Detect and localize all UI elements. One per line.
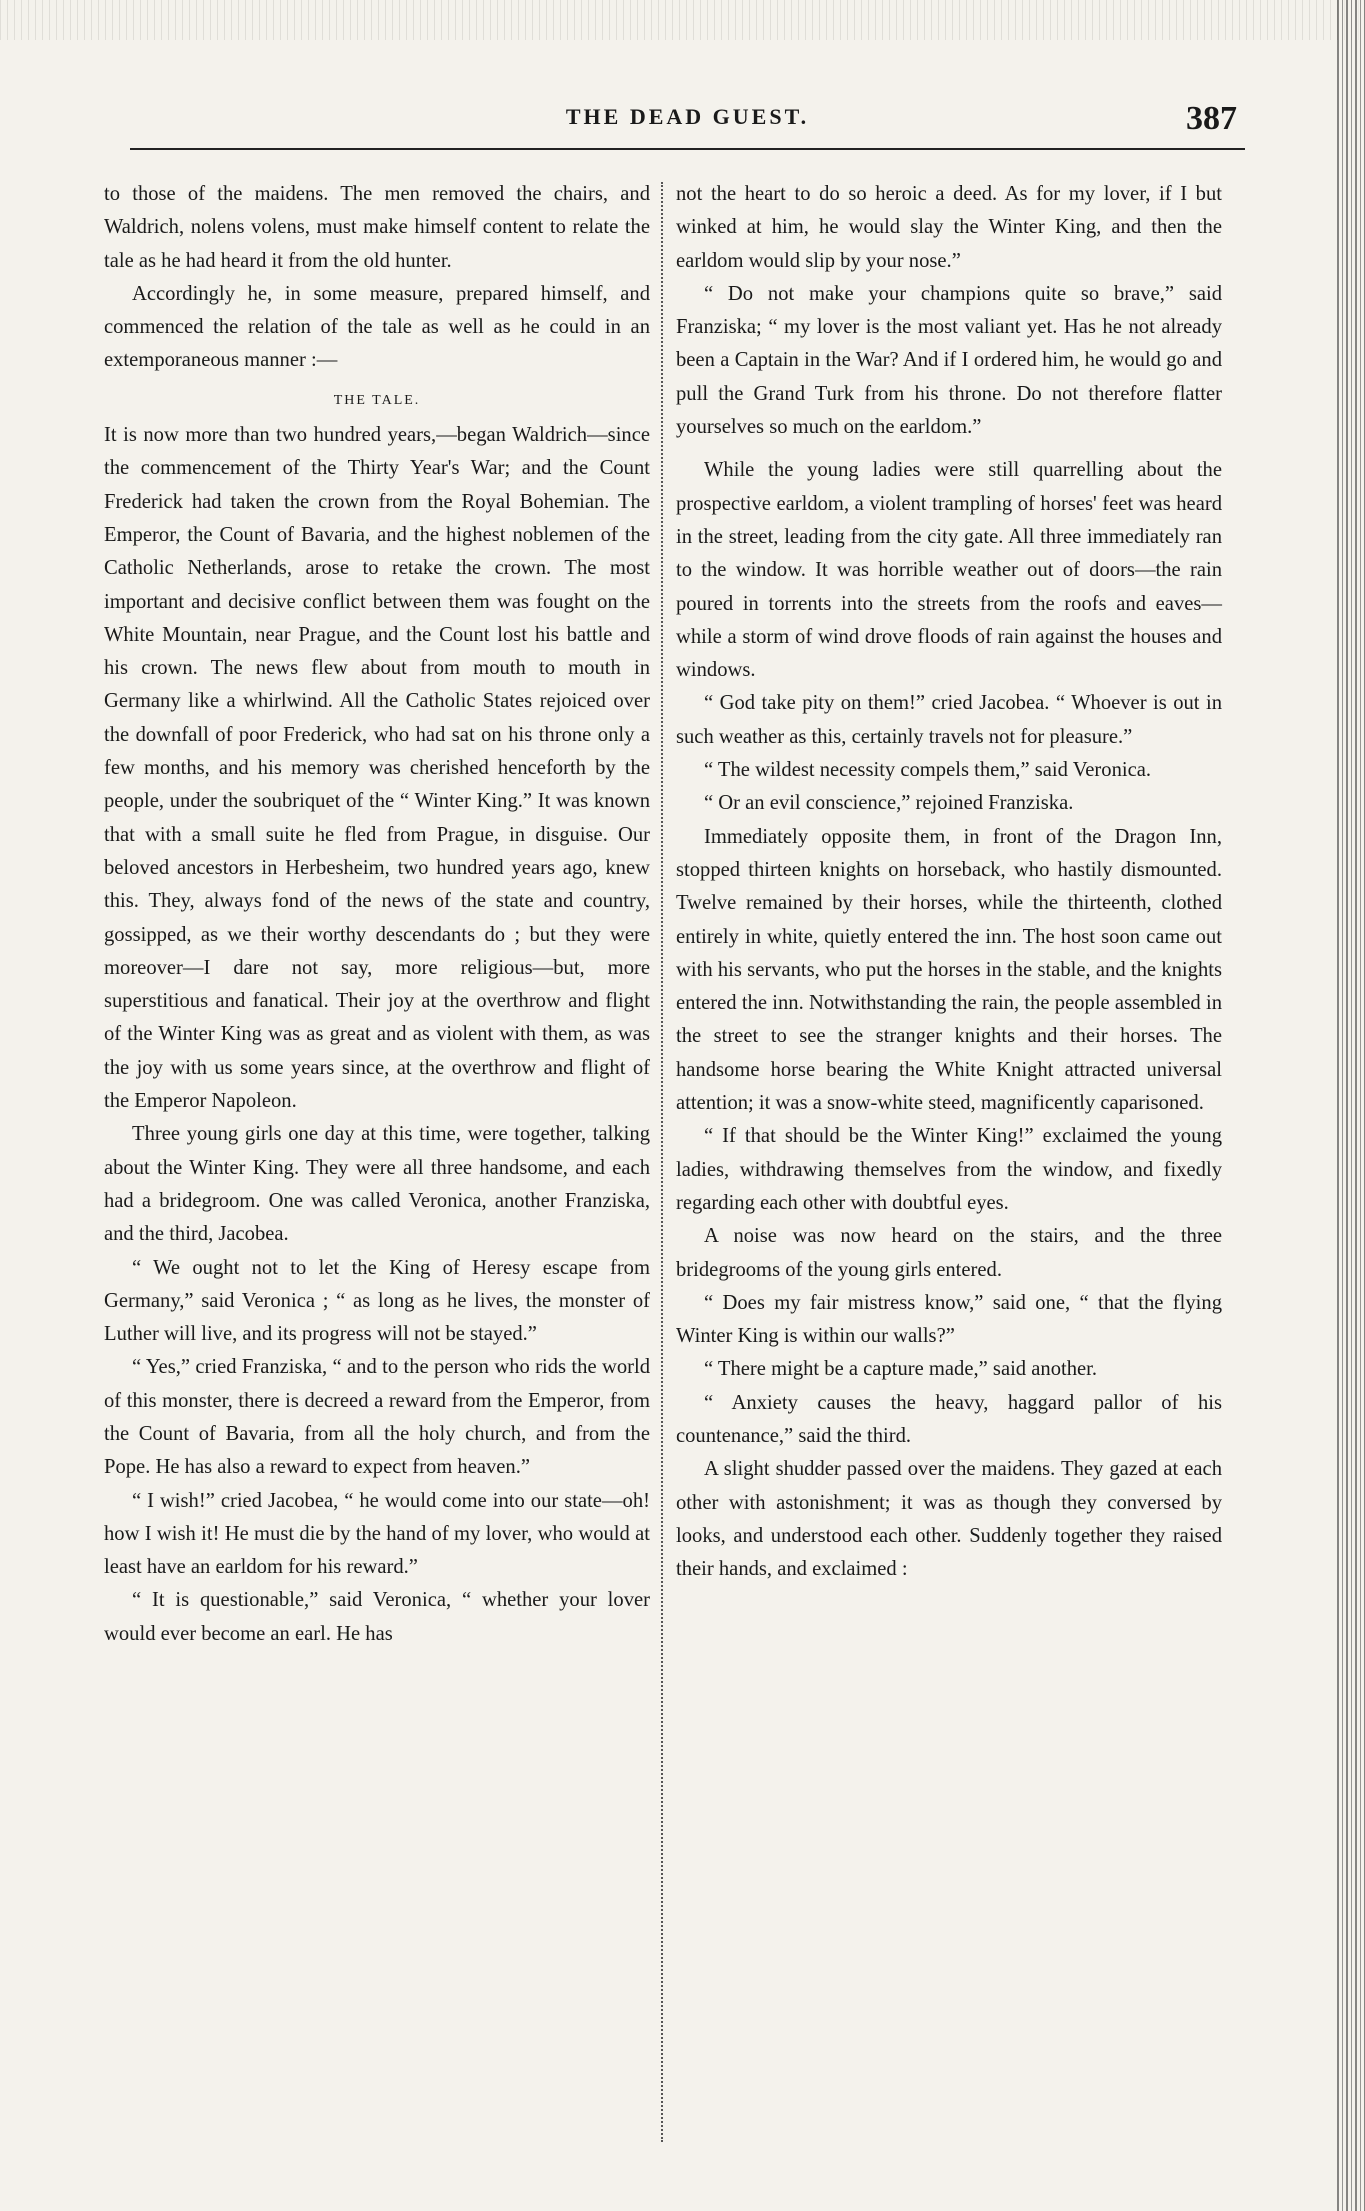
- paragraph: “ There might be a capture made,” said another.: [704, 1358, 1098, 1381]
- paragraph: “ I wish!” cried Jacobea, “ he would come into our state—oh! how I wish it! He must die by the hand of my lover, who would at least have an earldom for his reward.”: [104, 1489, 650, 1579]
- paragraph: “ Anxiety causes the heavy, haggard pallor of his countenance,” said the third.: [676, 1391, 1222, 1447]
- paragraph: “ Or an evil conscience,” rejoined Franziska.: [704, 792, 1074, 815]
- header-rule: [130, 148, 1245, 150]
- left-column: [104, 178, 650, 1651]
- paragraph: Immediately opposite them, in front of the Dragon Inn, stopped thirteen knights on horseback, who hastily dismounted. Twelve remained by their horses, while the thirteenth, clothed entirely in white, quietly entered the inn. The host soon came out with his servants, who put the horses in the stable, and the knights entered the inn. Notwithstanding the rain, the people assembled in the street to see the stranger knights and their horses. The handsome horse bearing the White Knight attracted universal attention; it was a snow-white steed, magnificently caparisoned.: [676, 825, 1222, 1115]
- paragraph: “ God take pity on them!” cried Jacobea. “ Whoever is out in such weather as this, certainly travels not for pleasure.”: [676, 692, 1222, 748]
- paragraph: “ Yes,” cried Franziska, “ and to the person who rids the world of this monster, there is decreed a reward from the Emperor, from the Count of Bavaria, from all the holy church, and from the Pope. He has also a reward to expect from heaven.”: [104, 1356, 650, 1479]
- page-number: 387: [1186, 100, 1237, 137]
- paragraph: not the heart to do so heroic a deed. As for my lover, if I but winked at him, he would slay the Winter King, and then the earldom would slip by your nose.”: [676, 183, 1222, 272]
- paragraph: “ Does my fair mistress know,” said one, “ that the flying Winter King is within our walls?”: [676, 1291, 1222, 1348]
- page-edge-top: [0, 0, 1365, 40]
- paragraph: Three young girls one day at this time, were together, talking about the Winter King. They were all three handsome, and each had a bridegroom. One was called Veronica, another Franziska, and the third, Jacobea.: [104, 1123, 650, 1246]
- paragraph: “ Do not make your champions quite so brave,” said Franziska; “ my lover is the most valiant yet. Has he not already been a Captain in the War? And if I ordered him, he would go and pull the Grand Turk from his throne. Do not therefore flatter yourselves so much on the earldom.”: [676, 282, 1222, 439]
- paragraph: to those of the maidens. The men removed the chairs, and Waldrich, nolens volens, must make himself content to relate the tale as he had heard it from the old hunter.: [104, 183, 650, 272]
- page-header: [130, 100, 1245, 144]
- column-divider: [661, 182, 663, 2142]
- section-heading: THE TALE.: [333, 392, 421, 408]
- paragraph: It is now more than two hundred years,—began Waldrich—since the commencement of the Thirty Year's War; and the Count Frederick had taken the crown from the Royal Bohemian. The Emperor, the Count of Bavaria, and the highest noblemen of the Catholic Netherlands, arose to retake the crown. The most important and decisive conflict between them was fought on the White Mountain, near Prague, and the Count lost his battle and his crown. The news flew about from mouth to mouth in Germany like a whirlwind. All the Catholic States rejoiced over the downfall of poor Frederick, who had sat on his throne only a few months, and his memory was cherished henceforth by the people, under the soubriquet of the “ Winter King.” It was known that with a small suite he fled from Prague, in disguise. Our beloved ancestors in Herbesheim, two hundred years ago, knew this. They, always fond of the news of the state and country, gossipped, as we their worthy descendants do ; but they were moreover—I dare not say, more religious—but, more superstitious and fanatical. Their joy at the overthrow and flight of the Winter King was as great and as violent with them, as was the joy with us some years since, at the overthrow and flight of the Emperor Napoleon.: [104, 424, 650, 1113]
- paragraph: “ The wildest necessity compels them,” said Veronica.: [704, 759, 1152, 782]
- paragraph: “ We ought not to let the King of Heresy escape from Germany,” said Veronica ; “ as long as he lives, the monster of Luther will live, and its progress will not be stayed.”: [104, 1256, 650, 1346]
- running-title: THE DEAD GUEST.: [565, 104, 810, 129]
- right-column: [676, 178, 1222, 1586]
- paragraph: “ It is questionable,” said Veronica, “ whether your lover would ever become an earl. He has: [104, 1589, 650, 1645]
- paragraph: Accordingly he, in some measure, prepared himself, and commenced the relation of the tale as well as he could in an extemporaneous manner :—: [104, 282, 650, 372]
- paragraph: A noise was now heard on the stairs, and the three bridegrooms of the young girls entered.: [676, 1225, 1222, 1281]
- paragraph: A slight shudder passed over the maidens. They gazed at each other with astonishment; it was as though they conversed by looks, and understood each other. Suddenly together they raised their hands, and exclaimed :: [676, 1458, 1222, 1581]
- paragraph: “ If that should be the Winter King!” exclaimed the young ladies, withdrawing themselves from the window, and fixedly regarding each other with doubtful eyes.: [676, 1125, 1222, 1214]
- paragraph: While the young ladies were still quarrelling about the prospective earldom, a violent trampling of horses' feet was heard in the street, leading from the city gate. All three immediately ran to the window. It was horrible weather out of doors—the rain poured in torrents into the streets from the roofs and eaves—while a storm of wind drove floods of rain against the houses and windows.: [676, 459, 1222, 682]
- page-edge-right: [1337, 0, 1365, 2211]
